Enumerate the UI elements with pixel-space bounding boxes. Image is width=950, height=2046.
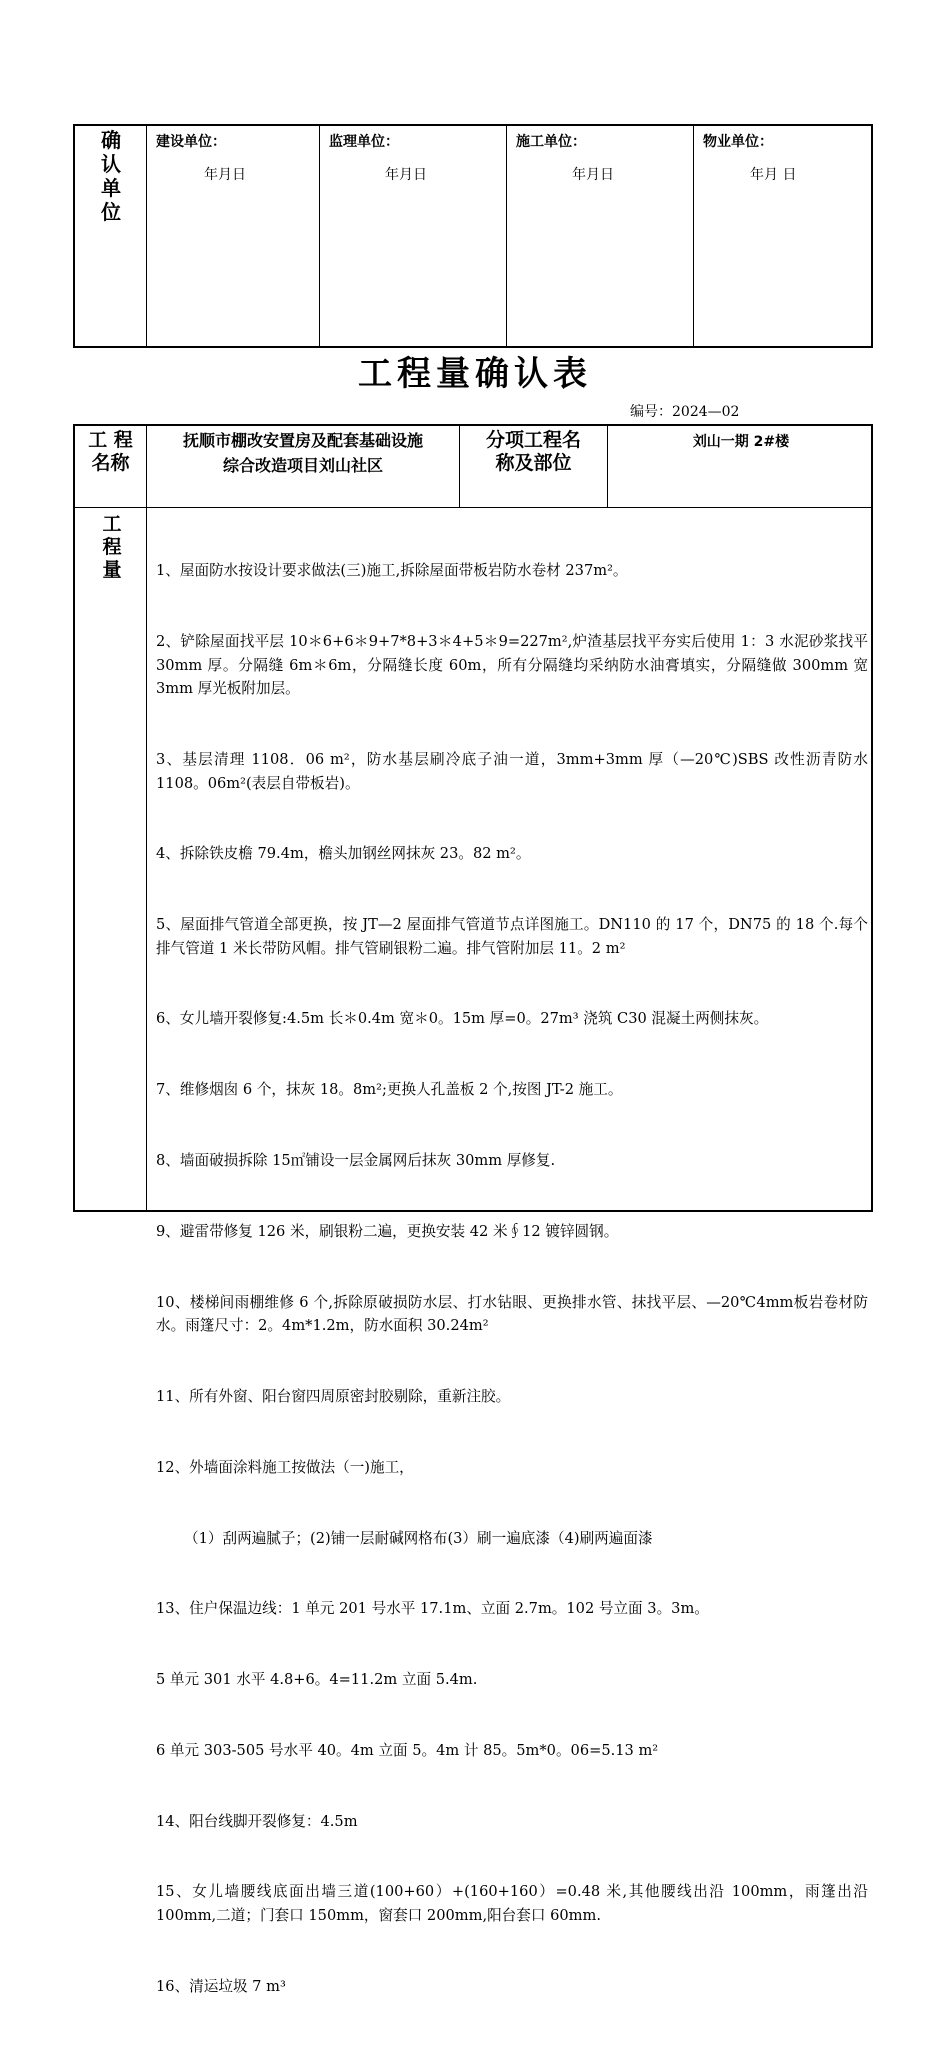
list-item: 11、所有外窗、阳台窗四周原密封胶剔除，重新注胶。 bbox=[156, 1387, 511, 1405]
page-title: 工程量确认表 bbox=[358, 354, 592, 394]
contractor-unit-date: 年月日 bbox=[572, 167, 614, 183]
property-unit-cell bbox=[694, 126, 873, 346]
contractor-unit-cell bbox=[507, 126, 693, 346]
project-name-label: 工 程 名称 bbox=[88, 429, 133, 474]
list-item: （1）刮两遍腻子；(2)铺一层耐碱网格布(3）刷一遍底漆（4)刷两遍面漆 bbox=[184, 1529, 653, 1547]
confirmation-table bbox=[73, 124, 873, 348]
confirm-unit-label: 确 认 单 位 bbox=[101, 128, 121, 224]
table-divider bbox=[146, 426, 147, 1210]
list-item: 16、清运垃圾 7 m³ bbox=[156, 1977, 286, 1995]
subproject-label: 分项工程名 称及部位 bbox=[485, 429, 581, 474]
construction-unit-date: 年月日 bbox=[204, 167, 246, 183]
list-item: 6、女儿墙开裂修复:4.5m 长＊0.4m 宽＊0。15m 厚=0。27m³ 浇筑 C30 混凝土两侧抹灰。 bbox=[156, 1010, 769, 1028]
contractor-unit-title: 施工单位： bbox=[516, 134, 586, 150]
supervision-unit-date: 年月日 bbox=[385, 167, 427, 183]
project-name-value: 抚顺市棚改安置房及配套基础设施 综合改造项目刘山社区 bbox=[182, 431, 423, 475]
supervision-unit-title: 监理单位： bbox=[329, 134, 399, 150]
property-unit-title: 物业单位： bbox=[703, 134, 773, 150]
list-item: 3、基层清理 1108．06 m²，防水基层刷冷底子油一道，3mm+3mm 厚（—20℃)SBS 改性沥青防水 1108。06m²(表层自带板岩)。 bbox=[156, 750, 873, 792]
quantity-table bbox=[73, 424, 873, 1995]
document-number: 编号：2024—02 bbox=[630, 404, 740, 420]
supervision-unit-cell bbox=[320, 126, 506, 346]
list-item: 1、屋面防水按设计要求做法(三)施工,拆除屋面带板岩防水卷材 237m²。 bbox=[156, 562, 628, 580]
list-item: 6 单元 303-505 号水平 40。4m 立面 5。4m 计 85。5m*0。06=5.13 m² bbox=[156, 1741, 659, 1759]
construction-unit-title: 建设单位： bbox=[156, 134, 226, 150]
quantity-label: 工 程 量 bbox=[102, 513, 122, 581]
quantity-content bbox=[156, 512, 873, 2046]
list-item: 9、避雷带修复 126 米，刷银粉二遍，更换安装 42 米∮12 镀锌圆钢。 bbox=[156, 1222, 619, 1240]
list-item: 5 单元 301 水平 4.8+6。4=11.2m 立面 5.4m. bbox=[156, 1671, 478, 1689]
list-item: 4、拆除铁皮檐 79.4m，檐头加钢丝网抹灰 23。82 m²。 bbox=[156, 845, 531, 863]
list-item: 10、楼梯间雨棚维修 6 个,拆除原破损防水层、打水钻眼、更换排水管、抹找平层、—20℃4mm板岩卷材防水。雨篷尺寸：2。4m*1.2m，防水面积 30.24m² bbox=[156, 1293, 868, 1335]
list-item: 8、墙面破损拆除 15㎡铺设一层金属网后抹灰 30mm 厚修复. bbox=[156, 1152, 556, 1170]
list-item: 2、铲除屋面找平层 10＊6+6＊9+7*8+3＊4+5＊9=227m²,炉渣基层找平夯实后使用 1：3 水泥砂浆找平 30mm 厚。分隔缝 6m＊6m，分隔缝长度 60m，所有分隔缝均采纳防水油膏填实，分隔缝做 300mm 宽 3mm 厚光板附加层。 bbox=[156, 632, 873, 698]
property-unit-date: 年月 日 bbox=[750, 167, 797, 183]
subproject-value: 刘山一期 2#楼 bbox=[692, 434, 790, 450]
list-item: 13、住户保温边线：1 单元 201 号水平 17.1m、立面 2.7m。102 号立面 3。3m。 bbox=[156, 1600, 709, 1618]
list-item: 15、女儿墙腰线底面出墙三道(100+60）+(160+160）=0.48 米,其他腰线出沿 100mm，雨篷出沿 100mm,二道；门套口 150mm，窗套口 200mm,阳台套口 60mm. bbox=[156, 1883, 873, 1925]
list-item: 14、阳台线脚开裂修复：4.5m bbox=[156, 1812, 358, 1830]
list-item: 5、屋面排气管道全部更换，按 JT—2 屋面排气管道节点详图施工。DN110 的 17 个，DN75 的 18 个.每个排气管道 1 米长带防风帽。排气管刷银粉二遍。排气管附加层 11。2 m² bbox=[156, 916, 868, 957]
list-item: 12、外墙面涂料施工按做法（一)施工， bbox=[156, 1458, 414, 1476]
construction-unit-cell bbox=[147, 126, 319, 346]
table-divider bbox=[607, 426, 608, 507]
table-divider bbox=[75, 507, 871, 508]
list-item: 7、维修烟囱 6 个，抹灰 18。8m²;更换人孔盖板 2 个,按图 JT-2 施工。 bbox=[156, 1081, 623, 1099]
